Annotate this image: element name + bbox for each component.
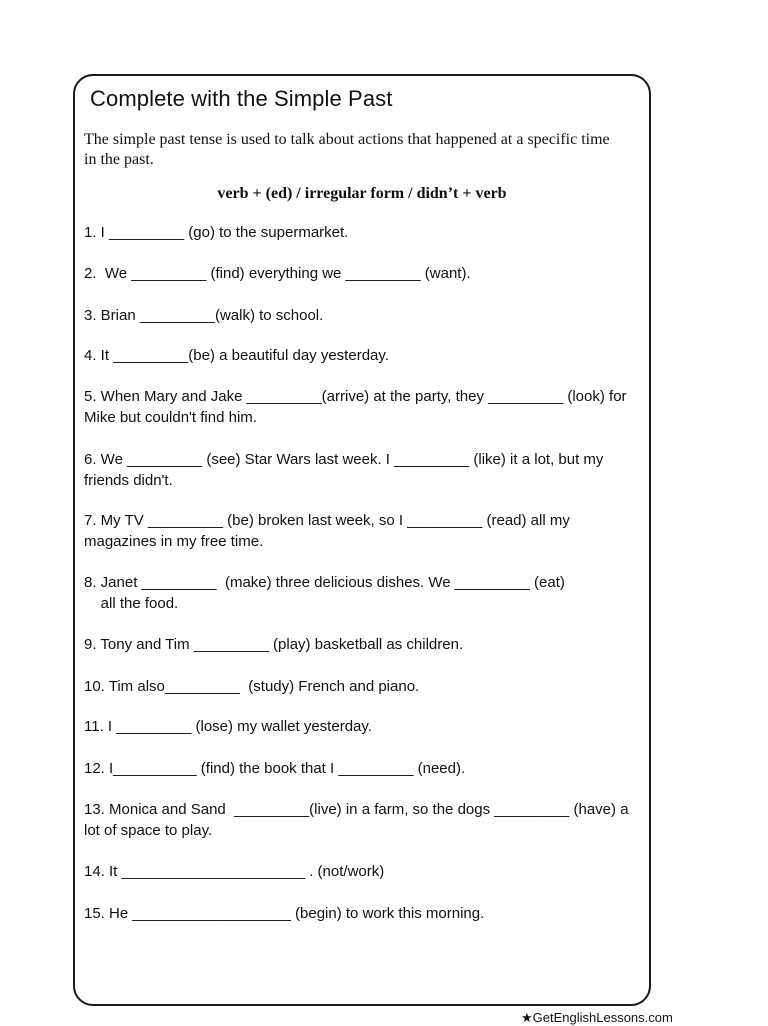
exercise-item: 7. My TV _________ (be) broken last week, so I _________ (read) all my magazines in my free time. xyxy=(84,512,575,550)
formula-line: verb + (ed) / irregular form / didn’t + verb xyxy=(217,185,507,202)
worksheet-title: Complete with the Simple Past xyxy=(90,86,393,111)
exercise-item: 5. When Mary and Jake _________(arrive) at the party, they _________ (look) for Mike but couldn't find him. xyxy=(84,388,631,426)
exercise-item: 14. It ______________________ . (not/work) xyxy=(84,863,385,880)
exercise-item: 11. I _________ (lose) my wallet yesterday. xyxy=(84,718,372,735)
exercise-item: 9. Tony and Tim _________ (play) basketball as children. xyxy=(84,636,464,653)
exercise-item: 2. We _________ (find) everything we _________ (want). xyxy=(84,265,471,282)
footer-credit: ★GetEnglishLessons.com xyxy=(521,1010,673,1025)
exercise-item: 6. We _________ (see) Star Wars last week. I _________ (like) it a lot, but my friends didn't. xyxy=(84,451,608,489)
exercise-item: 12. I__________ (find) the book that I _________ (need). xyxy=(84,760,466,777)
intro-text: The simple past tense is used to talk about actions that happened at a specific time in the past. xyxy=(84,131,610,168)
exercise-item: 13. Monica and Sand _________(live) in a farm, so the dogs _________ (have) a lot of space to play. xyxy=(84,801,633,839)
exercise-item: 3. Brian _________(walk) to school. xyxy=(84,307,324,324)
exercise-item: 4. It _________(be) a beautiful day yesterday. xyxy=(84,347,389,364)
exercise-item: 15. He ___________________ (begin) to work this morning. xyxy=(84,905,485,922)
exercise-item: 1. I _________ (go) to the supermarket. xyxy=(84,224,349,241)
exercise-item: 10. Tim also_________ (study) French and piano. xyxy=(84,678,420,695)
exercise-item: 8. Janet _________ (make) three delicious dishes. We _________ (eat) all the food. xyxy=(84,574,565,612)
